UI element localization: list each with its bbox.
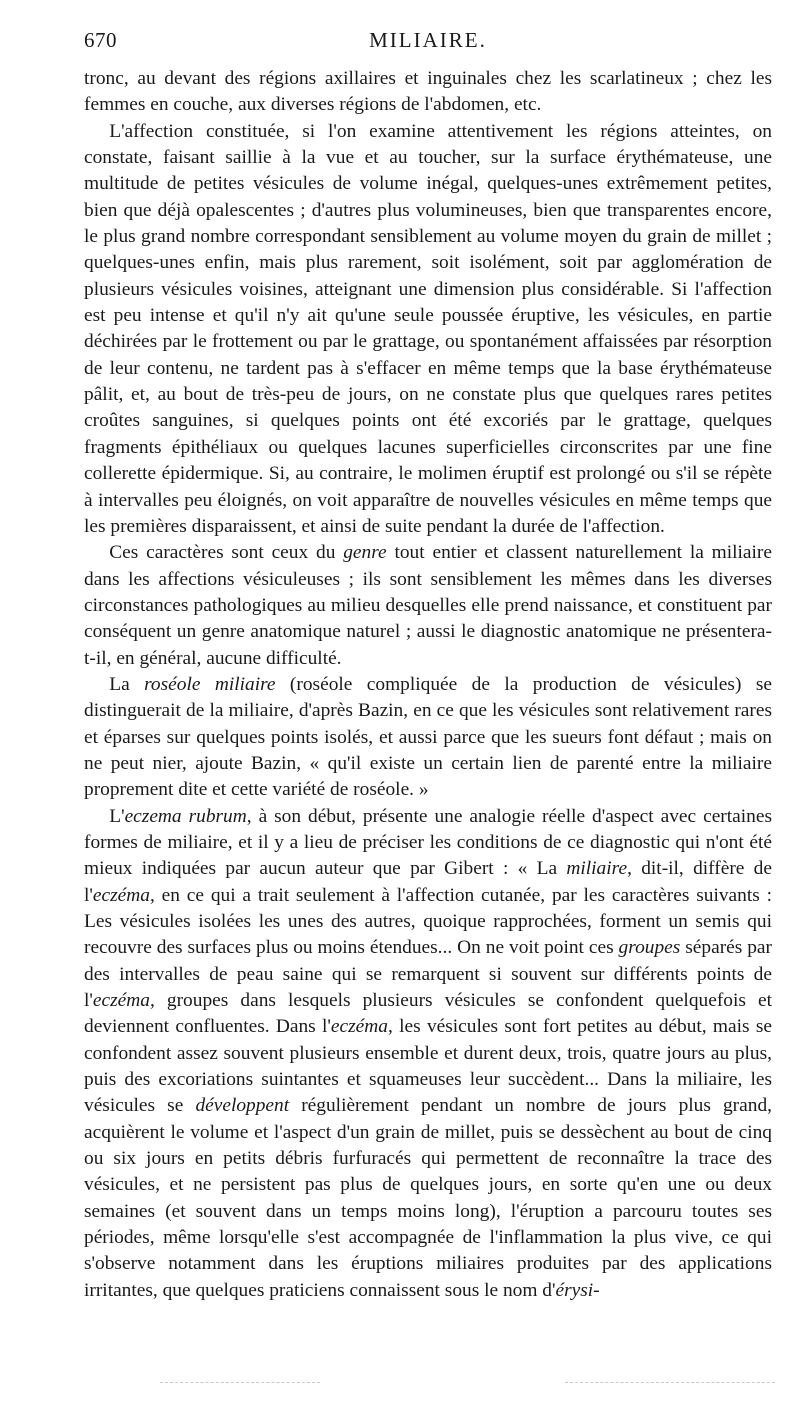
italic-term: eczema rubrum <box>124 805 247 827</box>
italic-term: érysi- <box>555 1279 600 1301</box>
bottom-margin-mark-right <box>565 1382 775 1383</box>
text-run: , à son début, présente une analogie réelle d'aspect avec certaines formes de miliaire, et il y a lieu de préciser les conditions de ce diagnostic qui n'ont été mieux indiquées par aucun auteur que par Gibert : « La <box>84 805 772 880</box>
running-title: MILIAIRE. <box>369 28 487 52</box>
paragraph <box>84 672 772 804</box>
text-run: La <box>109 673 145 695</box>
italic-term: eczéma <box>92 884 150 906</box>
book-page <box>84 28 772 1304</box>
text-run: (roséole compliquée de la production de vésicules) se distinguerait de la miliaire, d'après Bazin, en ce que les vésicules sont relativement rares et éparses sur quelques points isolés, et aussi parce que les sueurs font défaut ; mais on ne peut nier, ajoute Bazin, « qu'il existe un certain lien de parenté entre la miliaire proprement dite et cette variété de roséole. » <box>84 673 772 801</box>
text-run: , en ce qui a trait seulement à l'affection cutanée, par les caractères suivants : Les vésicules isolées les unes des autres, quoique rapprochées, forment un semis qui recouvre des surfaces plus ou moins étendues... On ne voit point ces <box>84 884 772 959</box>
text-run: , les vésicules sont fort petites au début, mais se confondent assez souvent plusieurs ensemble et durent deux, trois, quatre jours au plus, puis des excoriations suintantes et squameuses leur succèdent... Dans la miliaire, les vésicules se <box>84 1016 772 1117</box>
body-text <box>84 66 772 1304</box>
page-header <box>84 28 772 62</box>
text-run: , dit-il, diffère de l' <box>84 858 772 906</box>
page-number: 670 <box>84 28 117 52</box>
italic-term: genre <box>343 542 387 564</box>
italic-term: eczéma <box>330 1016 388 1038</box>
italic-term: eczéma <box>92 990 150 1012</box>
bottom-margin-mark-left <box>160 1382 320 1383</box>
text-run: , groupes dans lesquels plusieurs vésicules se confondent quelquefois et deviennent confluentes. Dans l' <box>84 990 772 1038</box>
text-run: régulièrement pendant un nombre de jours plus grand, acquièrent le volume et l'aspect d'un grain de millet, puis se dessèchent au bout de cinq ou six jours en petits débris furfuracés qui permettent de reconnaître la trace des vésicules, et ne persistent pas plus de quelques jours, en sorte qu'en une ou deux semaines (et souvent dans un temps moins long), l'éruption a parcouru toutes ses périodes, même lorsqu'elle s'est accompagnée de l'inflammation la plus vive, ce qui s'observe notamment dans les éruptions miliaires produites par des applications irritantes, que quelques praticiens connaissent sous le nom d' <box>84 1095 772 1301</box>
text-run: Ces caractères sont ceux du <box>109 542 344 564</box>
text-run: séparés par des intervalles de peau saine qui se remarquent si souvent sur différents points de l' <box>84 937 772 1012</box>
italic-term: développent <box>195 1095 290 1117</box>
italic-term: miliaire <box>566 858 628 880</box>
text-run: tronc, au devant des régions axillaires et inguinales chez les scarlatineux ; chez les femmes en couche, aux diverses régions de l'abdomen, etc. <box>84 68 772 116</box>
italic-term: groupes <box>618 937 681 959</box>
paragraph <box>84 540 772 672</box>
paragraph <box>84 119 772 541</box>
text-run: L'affection constituée, si l'on examine attentivement les régions atteintes, on constate, faisant saillie à la vue et au toucher, sur la surface érythémateuse, une multitude de petites vésicules de volume inégal, quelques-unes extrêmement petites, bien que déjà opalescentes ; d'autres plus volumineuses, bien que transparentes encore, le plus grand nombre correspondant sensiblement au volume moyen du grain de millet ; quelques-unes enfin, mais plus rarement, soit isolément, soit par agglomération de plusieurs vésicules voisines, atteignant une dimension plus considérable. Si l'affection est peu intense et qu'il n'y ait qu'une seule poussée éruptive, les vésicules, en partie déchirées par le frottement ou par le grattage, ou spontanément affaissées par résorption de leur contenu, ne tardent pas à s'effacer en même temps que la base érythémateuse pâlit, et, au bout de très-peu de jours, on ne constate plus que quelques rares petites croûtes sanguines, si quelques points ont été excoriés par le grattage, quelques fragments épithéliaux ou quelques lacunes superficielles circonscrites par une fine collerette épidermique. Si, au contraire, le molimen éruptif est prolongé ou s'il se répète à intervalles peu éloignés, on voit apparaître de nouvelles vésicules en même temps que les premières disparaissent, et ainsi de suite pendant la durée de l'affection. <box>84 120 772 537</box>
paragraph <box>84 804 772 1305</box>
paragraph <box>84 66 772 119</box>
italic-term: roséole miliaire <box>144 673 276 695</box>
text-run: tout entier et classent naturellement la miliaire dans les affections vésiculeuses ; ils sont sensiblement les mêmes dans les diverses circonstances pathologiques au milieu desquelles elle prend naissance, et constituent par conséquent un genre anatomique naturel ; aussi le diagnostic anatomique ne présentera-t-il, en général, aucune difficulté. <box>84 542 772 669</box>
text-run: L' <box>109 805 125 827</box>
